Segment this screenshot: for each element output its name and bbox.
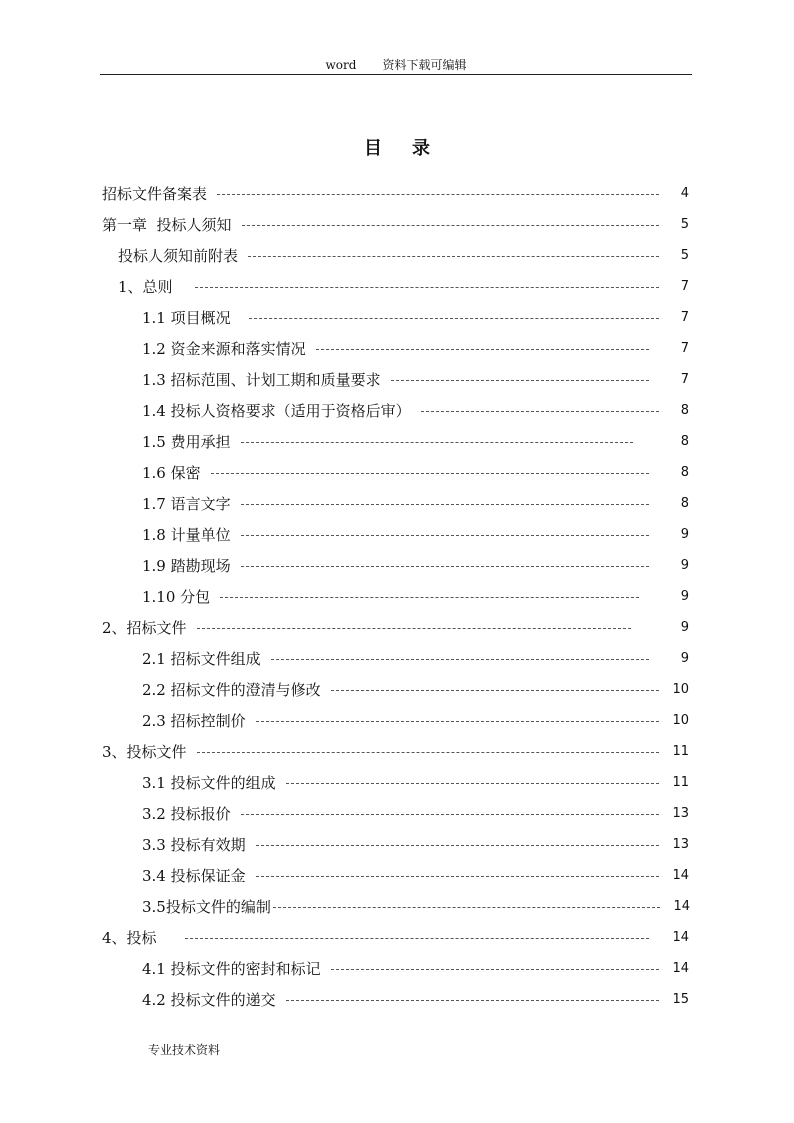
toc-entry-label: 3.3 投标有效期 [142,836,246,854]
toc-entry[interactable] [142,674,689,705]
toc-entry-page: 10 [672,682,689,697]
header-right-text: 资料下载可编辑 [382,58,467,72]
toc-entry[interactable] [118,271,689,302]
toc-entry-page: 9 [680,558,689,573]
toc-entry-label: 1、总则 [118,278,173,296]
toc-entry-label: 3、投标文件 [102,743,187,761]
toc-entry-label: 第一章 投标人须知 [102,216,232,234]
toc-leader [316,349,649,350]
toc-entry-page: 13 [672,837,689,852]
toc-entry-page: 9 [680,589,689,604]
toc-entry-page: 14 [673,899,690,914]
toc-entry-label: 1.10 分包 [142,588,211,606]
toc-entry-label: 4.2 投标文件的递交 [142,991,276,1009]
toc-entry-label: 1.9 踏勘现场 [142,557,231,575]
toc-entry-label: 1.5 费用承担 [142,433,231,451]
toc-entry[interactable] [102,178,689,209]
toc-entry-page: 8 [680,465,689,480]
toc-entry[interactable] [142,829,689,860]
toc-leader [256,845,659,846]
toc-entry-label: 1.1 项目概况 [142,309,231,327]
toc-leader [248,256,659,257]
page-header [100,56,692,74]
toc-leader [197,752,659,753]
toc-entry[interactable] [142,643,689,674]
toc-leader [195,287,659,288]
toc-leader [217,194,659,195]
toc-entry-label: 1.8 计量单位 [142,526,231,544]
toc-leader [331,690,659,691]
toc-entry-label: 3.2 投标报价 [142,805,231,823]
toc-entry-page: 7 [680,310,689,325]
toc-entry-label: 4.1 投标文件的密封和标记 [142,960,321,978]
toc-entry-label: 2.2 招标文件的澄清与修改 [142,681,321,699]
toc-leader [391,380,649,381]
toc-entry-label: 1.7 语言文字 [142,495,231,513]
toc-leader [249,318,659,319]
toc-entry-page: 7 [680,279,689,294]
header-rule [100,74,692,75]
toc-entry[interactable] [142,581,689,612]
toc-entry-page: 7 [680,341,689,356]
toc-entry-page: 11 [672,775,689,790]
toc-entry[interactable] [142,457,689,488]
toc-entry[interactable] [142,984,689,1015]
toc-entry-page: 8 [680,496,689,511]
toc-entry-page: 10 [672,713,689,728]
toc-leader [241,535,649,536]
toc-entry-page: 13 [672,806,689,821]
toc-entry-page: 14 [672,961,689,976]
toc-entry-label: 1.2 资金来源和落实情况 [142,340,306,358]
toc-entry[interactable] [142,891,690,922]
toc-leader [331,969,659,970]
toc-leader [241,566,649,567]
toc-entry[interactable] [142,426,689,457]
toc-entry-page: 9 [680,527,689,542]
toc-entry[interactable] [142,767,689,798]
toc-leader [286,1000,659,1001]
toc-entry-page: 4 [680,186,689,201]
toc-entry[interactable] [142,798,689,829]
toc-leader [197,628,631,629]
toc-leader [242,225,659,226]
toc-leader [256,721,659,722]
toc-entry[interactable] [142,395,689,426]
toc-leader [271,659,649,660]
toc-entry-label: 1.3 招标范围、计划工期和质量要求 [142,371,381,389]
toc-leader [185,938,649,939]
toc-entry[interactable] [142,302,689,333]
toc-entry-label: 4、投标 [102,929,157,947]
toc-entry-label: 2、招标文件 [102,619,187,637]
toc-entry[interactable] [142,705,689,736]
toc-leader [241,504,649,505]
toc-entry[interactable] [142,333,689,364]
toc-entry[interactable] [118,240,689,271]
toc-entry-page: 5 [680,248,689,263]
toc-entry[interactable] [102,736,689,767]
toc-entry[interactable] [102,209,689,240]
toc-entry[interactable] [102,922,689,953]
toc-entry-label: 1.6 保密 [142,464,201,482]
toc-entry[interactable] [142,860,689,891]
toc-leader [273,907,660,908]
toc-title: 目录 [364,138,460,159]
toc-leader [241,442,633,443]
toc-entry[interactable] [142,488,689,519]
toc-entry-page: 14 [672,930,689,945]
toc-entry-label: 2.3 招标控制价 [142,712,246,730]
toc-entry-label: 招标文件备案表 [102,185,208,203]
toc-entry-page: 11 [672,744,689,759]
toc-leader [220,597,639,598]
toc-leader [241,814,659,815]
toc-entry-label: 3.5投标文件的编制 [142,898,271,916]
toc-leader [256,876,659,877]
toc-entry-label: 3.4 投标保证金 [142,867,246,885]
toc-entry-page: 15 [672,992,689,1007]
toc-entry-page: 5 [680,217,689,232]
toc-leader [421,411,659,412]
page-footer: 专业技术资料 [148,1043,221,1057]
toc-entry[interactable] [142,364,689,395]
toc-entry[interactable] [102,612,689,643]
header-left-text: word [325,58,357,72]
toc-entry[interactable] [142,519,689,550]
toc-entry-page: 9 [680,620,689,635]
toc-entry-page: 9 [680,651,689,666]
toc-entry-label: 投标人须知前附表 [118,247,239,265]
toc-entry-page: 7 [680,372,689,387]
toc-entry-page: 14 [672,868,689,883]
toc-entry-page: 8 [680,403,689,418]
toc-leader [286,783,659,784]
toc-entry[interactable] [142,550,689,581]
toc-entry-label: 2.1 招标文件组成 [142,650,261,668]
toc-entry-page: 8 [680,434,689,449]
toc-entry-label: 1.4 投标人资格要求（适用于资格后审） [142,402,411,420]
toc-entry[interactable] [142,953,689,984]
toc-leader [211,473,649,474]
toc-entry-label: 3.1 投标文件的组成 [142,774,276,792]
